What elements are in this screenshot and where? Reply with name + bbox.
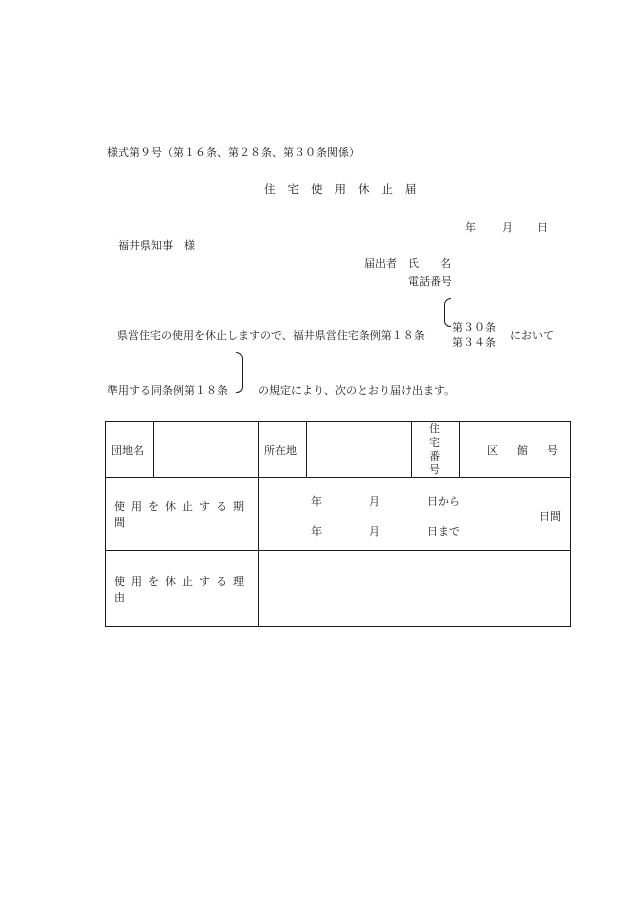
date-day: 日 — [537, 221, 548, 234]
period-from-day: 日から — [427, 495, 460, 508]
body-line1: 県営住宅の使用を休止しますので、福井県営住宅条例第１８条 — [117, 329, 425, 342]
reason-field[interactable] — [259, 551, 571, 627]
period-to-day: 日まで — [427, 525, 460, 538]
applicant-name-suffix: 名 — [440, 257, 451, 270]
danchi-label: 団地名 — [106, 422, 154, 478]
applicant-phone: 電話番号 — [408, 275, 452, 288]
period-days: 日間 — [539, 510, 561, 523]
table-row — [106, 551, 571, 627]
body-line2-end: の規定により、次のとおり届け出ます。 — [258, 384, 456, 397]
closing-brace-icon — [236, 352, 243, 385]
table-row — [106, 478, 571, 551]
house-number-label — [412, 422, 467, 478]
period-label: 使用を休止する期間 — [106, 478, 259, 551]
table-row — [106, 422, 571, 478]
body-line1-end: において — [510, 329, 554, 342]
document-title: 住宅使用休止届 — [264, 182, 429, 196]
addressee: 福井県知事 様 — [118, 239, 195, 252]
applicant-label: 届出者 — [364, 257, 397, 270]
period-from-month: 月 — [369, 495, 380, 508]
house-label-top: 住 宅 — [429, 422, 467, 449]
date-month: 月 — [502, 221, 513, 234]
location-label: 所在地 — [259, 422, 307, 478]
period-field[interactable] — [259, 478, 571, 551]
applicant-name-prefix: 氏 — [408, 257, 419, 270]
option-b: 第３４条 — [452, 336, 496, 349]
danchi-field[interactable] — [154, 422, 259, 478]
body-line2-start: 準用する同条例第１８条 — [107, 384, 228, 397]
location-field[interactable] — [307, 422, 412, 478]
option-brace-lower-icon — [444, 318, 451, 327]
date-year: 年 — [465, 221, 476, 234]
period-to-month: 月 — [369, 525, 380, 538]
ward-field[interactable] — [460, 422, 571, 478]
reason-label: 使用を休止する理由 — [106, 551, 259, 627]
period-from-year: 年 — [311, 495, 322, 508]
form-number: 様式第９号（第１６条、第２８条、第３０条関係） — [107, 146, 360, 159]
option-a: 第３０条 — [452, 321, 496, 334]
ward-label: 区 館 号 — [487, 443, 562, 457]
house-label-bottom: 番 号 — [429, 449, 467, 477]
period-to-year: 年 — [311, 525, 322, 538]
closing-brace-lower-icon — [236, 384, 243, 393]
application-table — [105, 421, 571, 627]
option-brace-icon — [444, 298, 451, 319]
